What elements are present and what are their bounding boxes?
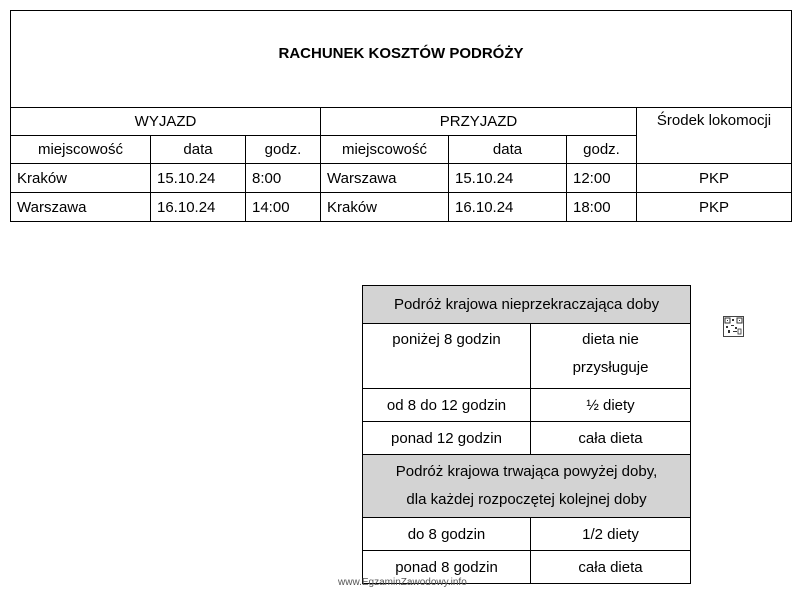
section-title-long-trip <box>363 455 691 518</box>
subheader-place: miejscowość <box>11 136 151 164</box>
arrival-date: 16.10.24 <box>449 193 567 222</box>
transport-header: Środek lokomocji <box>637 108 792 164</box>
site-watermark: www.EgzaminZawodowy.info <box>338 577 467 588</box>
transport-value: PKP <box>637 164 792 193</box>
subheader-place: miejscowość <box>321 136 449 164</box>
allowance-cell <box>531 324 691 389</box>
travel-cost-table <box>10 10 792 222</box>
arrival-place: Kraków <box>321 193 449 222</box>
departure-time: 14:00 <box>246 193 321 222</box>
allowance-line: dieta nie <box>582 331 639 348</box>
allowance-cell: cała dieta <box>531 551 691 584</box>
allowance-cell: cała dieta <box>531 422 691 455</box>
document-title: RACHUNEK KOSZTÓW PODRÓŻY <box>11 11 792 108</box>
duration-cell: do 8 godzin <box>363 518 531 551</box>
subheader-time: godz. <box>246 136 321 164</box>
departure-header: WYJAZD <box>11 108 321 136</box>
table-row <box>11 193 792 222</box>
qr-code-icon <box>723 316 744 337</box>
arrival-date: 15.10.24 <box>449 164 567 193</box>
arrival-place: Warszawa <box>321 164 449 193</box>
departure-place: Kraków <box>11 164 151 193</box>
arrival-time: 18:00 <box>567 193 637 222</box>
transport-value: PKP <box>637 193 792 222</box>
table-row <box>363 518 691 551</box>
allowance-rates-table <box>362 285 691 584</box>
duration-cell: poniżej 8 godzin <box>363 324 531 389</box>
allowance-cell: ½ diety <box>531 389 691 422</box>
arrival-time: 12:00 <box>567 164 637 193</box>
duration-cell: od 8 do 12 godzin <box>363 389 531 422</box>
section-title-line: dla każdej rozpoczętej kolejnej doby <box>406 491 647 508</box>
subheader-date: data <box>449 136 567 164</box>
subheader-time: godz. <box>567 136 637 164</box>
departure-date: 16.10.24 <box>151 193 246 222</box>
departure-date: 15.10.24 <box>151 164 246 193</box>
duration-cell: ponad 12 godzin <box>363 422 531 455</box>
table-row <box>363 389 691 422</box>
table-row <box>363 324 691 389</box>
departure-place: Warszawa <box>11 193 151 222</box>
allowance-line: przysługuje <box>572 359 649 376</box>
allowance-cell: 1/2 diety <box>531 518 691 551</box>
table-row <box>363 422 691 455</box>
duration-cell: ponad 8 godzin <box>363 551 531 584</box>
subheader-date: data <box>151 136 246 164</box>
arrival-header: PRZYJAZD <box>321 108 637 136</box>
section-title-short-trip: Podróż krajowa nieprzekraczająca doby <box>363 286 691 324</box>
departure-time: 8:00 <box>246 164 321 193</box>
table-row <box>11 164 792 193</box>
section-title-line: Podróż krajowa trwająca powyżej doby, <box>395 463 658 480</box>
